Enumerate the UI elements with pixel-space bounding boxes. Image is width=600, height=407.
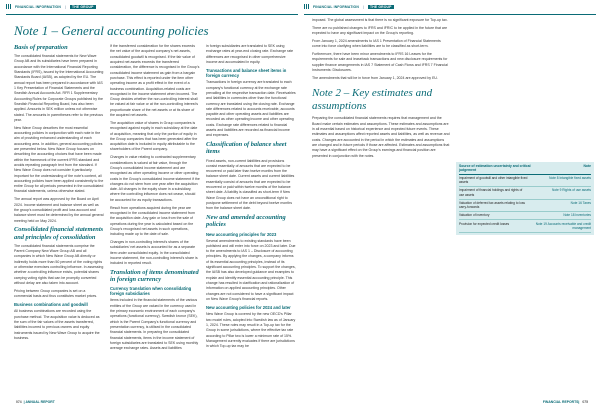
row-note-ref: Note 9 Rights of use assets [552,188,591,193]
row-note-ref: Note 16 Taxes [570,200,591,205]
row-label: Valuation of inventory [459,213,490,218]
column-1 [312,18,450,391]
row-label: Valuation of deferred tax assets relating to loss carry-forwards [459,200,526,210]
right-footer: FINANCIAL REPORTS| 075 [542,400,588,404]
table-col-note: Note [583,164,591,168]
table-header [459,164,591,175]
column-2 [456,18,594,391]
header-section: FINANCIAL INFORMATION [312,5,359,9]
body-paragraph: Furthermore, there have been minor amendments to IFRS 16 Leases for the requirements for sale and leaseback transactions and new disclosure requirements for supplier finance arrangements in IAS 7 Statement of Cash Flows and IFRS 7 Financial Instruments: Disclosures. [312,52,448,72]
page-number: 074 [16,400,22,404]
section-heading: Translation of items denominated in foreign currency [110,269,199,284]
table-row [459,187,591,200]
row-note-ref: Note 19 Accounts receivable and credit management [535,221,591,231]
row-note-ref: Note 18 Inventories [563,213,591,218]
column-3 [206,44,296,391]
subsection-heading: Transactions and balance sheet items in foreign currency [206,68,287,79]
body-paragraph: New Wave Group is covered by the new OECD's Pillar two model rules, adopted into Swedish law as of January 1, 2024. These rules may result in a Top-up tax for the Group in some jurisdictions, where the effective tax rate according to Pillar two is lower a minimum rate of 15%. Management currently evaluates if there are jurisdictions in which Top-up tax may be [206,312,296,349]
row-note-ref: Note 8 Intangible fixed assets [549,175,591,180]
right-page [304,0,596,407]
body-paragraph: The acquisition value of shares in Group companies is recognised against equity in each subsidiary at the date of acquisition, meaning that only the portion of equity in the Group companies that has been generated after the acquisition date is included in equity attributable to the shareholders of the Parent company. [110,120,198,152]
footer-label: FINANCIAL REPORTS [542,400,579,404]
table-title: Source of estimation uncertainty and critical judgement [459,164,531,172]
left-header: FINANCIAL INFORMATION | THE GROUP [6,0,298,14]
subsection-heading: New accounting policies for 2024 and later [206,305,291,311]
body-paragraph: The annual report was approved by the Board on April 2024. Income statement and balance sheet as well as the group's consolidated profit and loss account and balance sheet must be determined by the annual general meeting held on May 2024. [14,197,104,223]
body-paragraph: Preparing the consolidated financial statements requires that management and the Board make certain estimates and assumptions. These estimates and assumptions are in all essential based on historical experience and expected future events. These estimates and assumptions affect reported assets and liabilities, as well as revenue and costs. Changes are accounted in the period in which the estimates and assumptions are changed and in future periods if those are affected. Estimates and assumptions that may have a significant effect on the Group's earnings and financial position are presented in conjunction with the notes. [312,116,450,158]
subsection-heading: Currency translation when consolidating foreign subsidiaries [110,286,192,297]
page-title: Note 1 – General accounting policies [14,23,209,38]
page-number: 075 [582,400,588,404]
body-paragraph: Transactions in foreign currency are translated to each company's functional currency at the exchange rate prevailing at the respective transaction date. Receivables and liabilities in currencies other than the functional currency are translated using the closing rate. Exchange rate differences related to accounts receivable, accounts payable and other operating assets and liabilities are recorded as other operating income and other operating costs. Exchange rate differences related to financial assets and liabilities are recorded as financial income and expenses. [206,80,296,138]
section-heading: Classification of balance sheet items [206,141,287,156]
subsection-heading: Business combinations and goodwill [14,302,88,308]
left-columns [14,44,296,391]
body-paragraph: From January 1, 2024 amendments to IAS 1 Presentation of Financial Statements come into force clarifying when liabilities are to be classified as short-term. [312,38,441,49]
section-heading: New and amended accounting policies [206,214,286,229]
logo-bars-icon [6,4,12,10]
body-paragraph: The consolidated financial statements for New Wave Group AB and its subsidiaries have been prepared in accordance with the International Financial Reporting Standards (IFRS), issued by the International Accounting Standards Board (IASB), as adopted by the EU. The annual report has been prepared in accordance with IAS 1 Key Presentation of Financial Statements and the Swedish Annual Accounts Act. RFR 1 Supplementary Accounting Rules for Corporate Groups published by the Swedish Financial Reporting Board, has also been applied. Amounts in SEK million unless not otherwise stated. The amounts in parentheses refer to the previous year. [14,54,104,122]
estimates-table [456,162,594,235]
row-label: Impairment of goodwill and other intangible fixed assets [459,175,528,185]
left-page [6,0,298,407]
body-paragraph: imposed. The global assessment is that there is no significant exposure for Top-up tax. [312,18,448,22]
body-paragraph: Items included in the financial statements of the various entities of the Group are valued in the currency used in the primary economic environment of each company's operations (functional currency). Swedish kronor (SEK), which is the Parent Company's functional currency and presentation currency, is utilised in the consolidated financial statements. In preparing the consolidated financial statements, items in the income statement of foreign subsidiaries are translated to SEK using monthly average exchange rates. Assets and liabilities [110,298,199,351]
row-label: Impairment of financial holdings and rights of use assets [459,188,523,197]
body-paragraph: in foreign subsidiaries are translated to SEK using exchange rates at year-end closing rate. Exchange rate differences are recognised in other comprehensive income and accumulated in equity. [206,44,294,64]
right-columns [312,18,594,391]
table-row [459,175,591,188]
subsection-heading: New accounting principles for 2023 [206,231,277,237]
left-footer: 074 | ANNUAL REPORT [16,400,55,404]
table-row [459,212,591,220]
header-tag: THE GROUP [370,5,392,9]
header-tag: THE GROUP [72,5,94,9]
right-header: FINANCIAL INFORMATION | THE GROUP [304,0,596,14]
column-1 [14,44,104,391]
body-paragraph: The consolidated financial statements comprise the Parent Company New Wave Group AB and all companies in which New Wave Group AB directly or indirectly holds more than 50 percent of the voting rights or otherwise exercises controlling influence. In assessing whether a controlling influence exists, potential shares carrying voting rights that can be promptly converted without delay are also taken into account. [14,243,104,285]
body-paragraph: New Wave Group describes the most essential accounting policies in conjunction with each note in the aim of providing enhanced understanding of each accounting area. In addition, general accounting policies are presented below. New Wave Group focuses on describing the accounting choices that have been made within the framework of the current IFRS standard and avoids repeating paragraph text from the standard. If New Wave Group does not consider it particularly important for the understanding of the note's content, all accounting policies have been applied consistently to the entire Group for all periods presented in the consolidated financial statements, unless otherwise stated. [14,125,104,194]
body-paragraph: Changes in value relating to contracted supplementary considerations is valued at fair value, through the Group's consolidated income statement and are recognised as other operating income or other operating costs in the Group's consolidated income statement if the changes do not stem from one year after the acquisition date. All changes in the equity share in a subsidiary, where the controlling influence does not cease, should be accounted for as equity transactions. [110,155,200,202]
body-paragraph: Pricing between Group companies is set on a commercial basis and thus constitutes market prices. [14,288,98,299]
body-paragraph: Several amendments to existing standards have been published and will enter into force on 2023 and later. Due to the amendments to IAS 1 – Disclosure of accounting principles. By applying the changes, a company informs of its essential accounting principles, instead of its significant accounting principles. To support the changes, the IASB has also developed guidance and examples to explain and identify essential accounting principle. This change has resulted in clarification and rationalization of information on applied accounting principles. Other changes are not considered to have a significant impact on New Wave Group's financial reports. [206,238,296,301]
body-paragraph: The amendments that will be in force from January 1, 2024 are approved by EU. [312,75,438,80]
logo-bars-icon [304,4,310,10]
table-row [459,200,591,213]
body-paragraph: Changes in non-controlling interest's shares of the subsidiaries' net assets is accounted for as a separate item under consolidated equity. In the consolidated income statement, the non-controlling interest's share is included in reported result. [110,239,198,266]
row-label: Provision for expected credit losses [459,221,510,226]
body-paragraph: All business combinations are recorded using the purchase method. The acquisition value is deduced as the sum of the fair values of the assets transferred, liabilities incurred to previous owners and equity instruments issued by New Wave Group to acquire the business. [14,309,100,340]
section-heading: Consolidated financial statements and principles of consolidation [14,226,104,241]
body-paragraph: If the transferred consideration for the shares exceeds the net value of the acquired company's net assets, consolidated goodwill is recognised. If the fair value of acquired net assets exceeds the transferred consideration, the difference is recognised in the Group's consolidated income statement as gain from a bargain purchase. This effect is reported under the item other operating income as a profit effect in the event of a business combination. Acquisition-related costs are recognised in the income statement when incurred. The Group decides whether the non-controlling interest shall be valued at fair value or at the non-controlling interest's proportionate share of the net assets or at its share of the acquired net assets. [110,44,200,118]
table-row [459,220,591,233]
section-heading: Basis of preparation [14,44,68,51]
header-section: FINANCIAL INFORMATION [14,5,61,9]
footer-label: ANNUAL REPORT [25,400,55,404]
body-paragraph: Result from operations acquired during the year are recognised in the consolidated income statement from the acquisition date. Any gain or loss from the sale of operations during the year is calculated based on the Group's recognised net assets in such operations, including made up to the date of sale. [110,205,195,237]
header-rule [6,14,298,15]
body-paragraph: There are no published changes to IFRS and IFRIC to be applied in the future that are expected to have any significant impact on the Group's reporting. [312,25,448,36]
note-title: Note 2 – Key estimates and assumptions [312,87,433,112]
body-paragraph: Fixed assets, non-current liabilities and provisions consist essentially of amounts that are expected to be recovered or paid later than twelve months from the balance sheet date. Current assets and current liabilities essentially consist of amounts that are expected to be recovered or paid within twelve months of the balance sheet date. A liability is classified as short-term if New Wave Group does not have an unconditional right to postpone settlement of the debt beyond twelve months from the balance sheet date. [206,158,295,211]
column-2 [110,44,200,391]
header-rule [304,14,596,15]
